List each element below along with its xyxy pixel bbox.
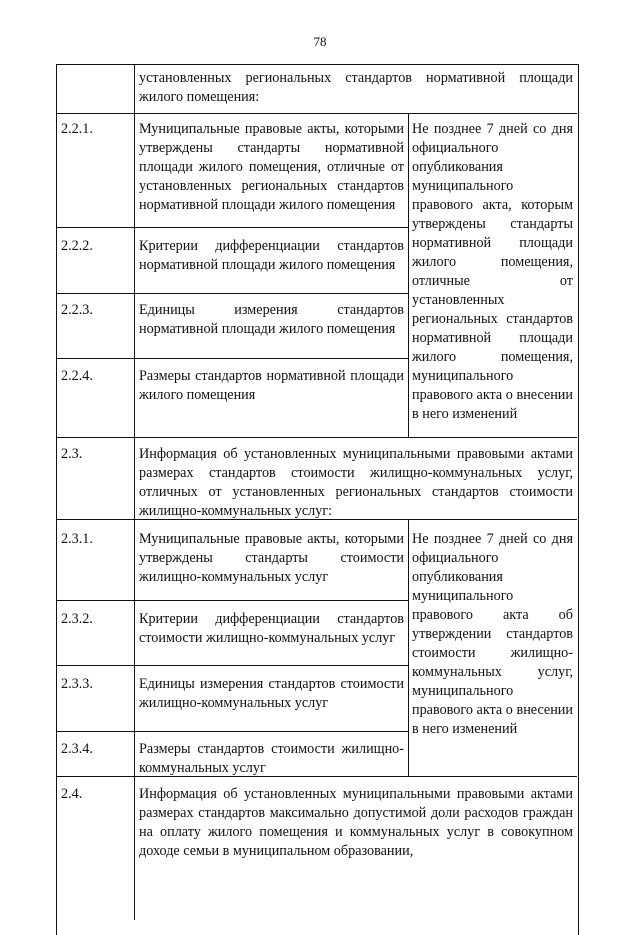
row-divider (56, 731, 408, 732)
row-number: 2.2.3. (61, 302, 93, 318)
row-text: установленных региональных стандартов нормативной площади жилого помещения: (139, 70, 573, 105)
row-text: Единицы измерения стандартов стоимости жилищно-коммунальных услуг (139, 676, 404, 711)
row-divider (56, 227, 408, 228)
column-divider (408, 113, 409, 437)
row-number: 2.3.1. (61, 531, 93, 547)
row-number: 2.3.4. (61, 741, 93, 757)
row-text: Информация об установленных муниципальными правовыми актами размерах стандартов стоимости жилищно-коммунальных услуг, отличных от установленных региональных стандартов стоимости жилищно-коммунальных услуг: (139, 446, 573, 519)
row-divider (56, 600, 408, 601)
row-number: 2.2.1. (61, 121, 93, 137)
row-text: Размеры стандартов нормативной площади жилого помещения (139, 368, 404, 403)
deadline-cell: Не позднее 7 дней со дня официального опубликования муниципального правового акта, которым утверждены стандарты нормативной площади жилого помещения, отличные от установленных региональных стандартов нормативной площади жилого помещения, муниципального правового акта о внесении в него изменений (412, 121, 573, 422)
row-divider (56, 293, 408, 294)
row-text: Размеры стандартов стоимости жилищно-коммунальных услуг (139, 741, 404, 776)
column-divider (408, 519, 409, 776)
row-text: Критерии дифференциации стандартов стоимости жилищно-коммунальных услуг (139, 611, 404, 646)
deadline-cell: Не позднее 7 дней со дня официального опубликования муниципального правового акта об утверждении стандартов стоимости жилищно-коммунальных услуг, муниципального правового акта о внесении в него изменений (412, 531, 573, 737)
column-divider (134, 64, 135, 920)
row-number: 2.2.2. (61, 238, 93, 254)
row-number: 2.3.3. (61, 676, 93, 692)
page-number: 78 (313, 34, 327, 49)
row-text: Информация об установленных муниципальными правовыми актами размерах стандартов максимально допустимой доли расходов граждан на оплату жилого помещения и коммунальных услуг в совокупном доходе семьи в муниципальном образовании, (139, 786, 573, 859)
row-divider (56, 358, 408, 359)
row-number: 2.3.2. (61, 611, 93, 627)
row-number: 2.3. (61, 446, 83, 462)
row-number: 2.4. (61, 786, 83, 802)
row-number: 2.2.4. (61, 368, 93, 384)
row-divider (56, 665, 408, 666)
row-text: Критерии дифференциации стандартов нормативной площади жилого помещения (139, 238, 404, 273)
row-text: Муниципальные правовые акты, которыми утверждены стандарты нормативной площади жилого помещения, отличные от установленных региональных стандартов нормативной площади жилого помещения (139, 121, 404, 213)
row-text: Единицы измерения стандартов нормативной площади жилого помещения (139, 302, 404, 337)
row-text: Муниципальные правовые акты, которыми утверждены стандарты стоимости жилищно-коммунальных услуг (139, 531, 404, 585)
